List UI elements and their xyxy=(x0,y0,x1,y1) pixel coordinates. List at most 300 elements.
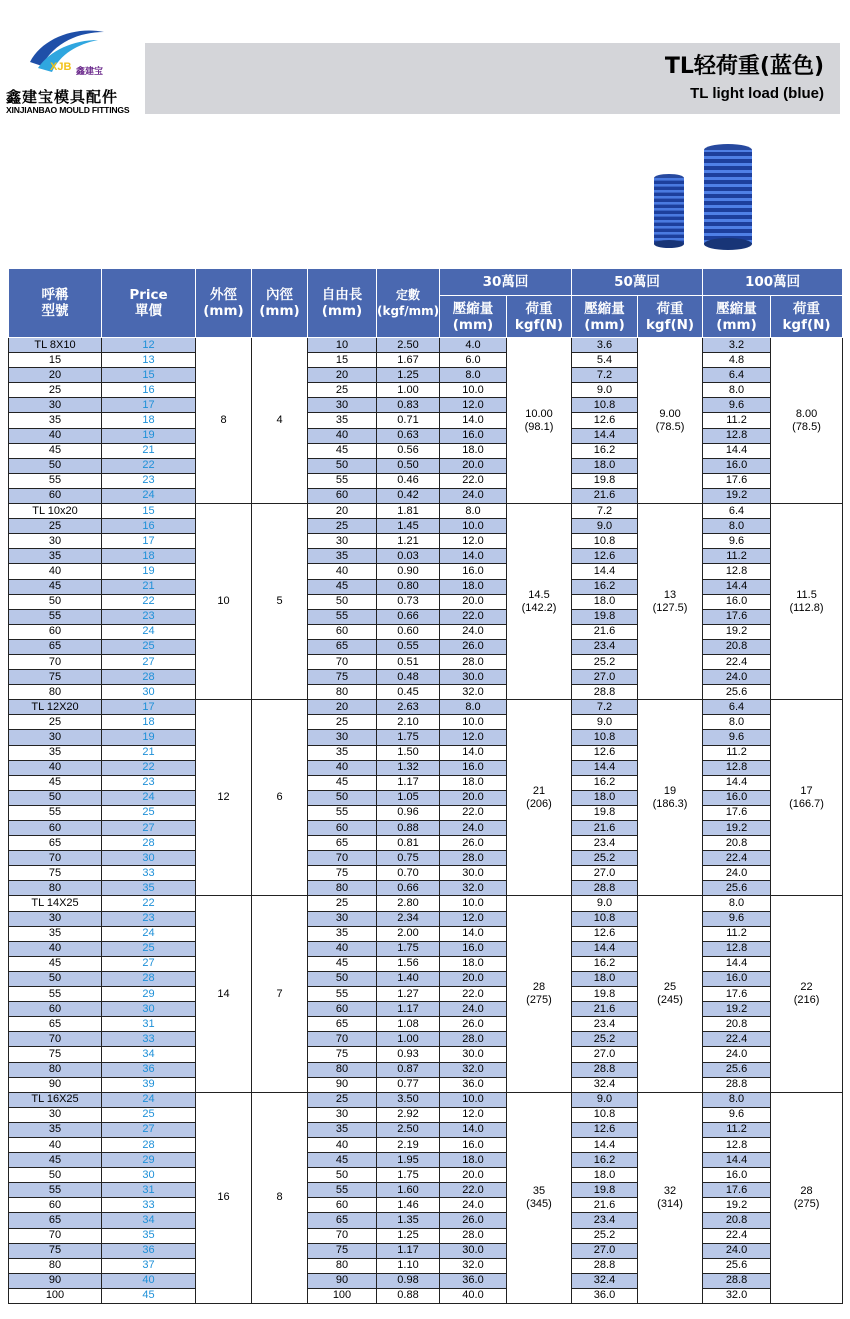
compression-30-cell: 32.0 xyxy=(440,685,507,700)
price-cell: 13 xyxy=(102,353,196,368)
free-length-cell: 50 xyxy=(308,458,377,473)
header-load-100: 荷重 kgf(N) xyxy=(771,296,843,338)
table-row xyxy=(9,790,843,805)
model-cell: 40 xyxy=(9,1137,102,1152)
compression-100-cell: 20.8 xyxy=(703,1213,771,1228)
compression-50-cell: 23.4 xyxy=(572,639,638,654)
table-row xyxy=(9,413,843,428)
table-row xyxy=(9,775,843,790)
table-row xyxy=(9,534,843,549)
compression-50-cell: 28.8 xyxy=(572,685,638,700)
free-length-cell: 45 xyxy=(308,579,377,594)
compression-30-cell: 22.0 xyxy=(440,1183,507,1198)
constant-cell: 1.17 xyxy=(377,1002,440,1017)
compression-50-cell: 23.4 xyxy=(572,836,638,851)
compression-100-cell: 22.4 xyxy=(703,851,771,866)
compression-30-cell: 18.0 xyxy=(440,443,507,458)
compression-30-cell: 10.0 xyxy=(440,383,507,398)
table-row xyxy=(9,504,843,519)
load-50-cell: 13 (127.5) xyxy=(638,504,703,700)
compression-50-cell: 9.0 xyxy=(572,1092,638,1107)
compression-100-cell: 19.2 xyxy=(703,624,771,639)
compression-100-cell: 11.2 xyxy=(703,1122,771,1137)
model-cell: 55 xyxy=(9,805,102,820)
free-length-cell: 100 xyxy=(308,1288,377,1303)
price-cell: 33 xyxy=(102,1032,196,1047)
free-length-cell: 55 xyxy=(308,609,377,624)
constant-cell: 2.50 xyxy=(377,1122,440,1137)
constant-cell: 0.48 xyxy=(377,670,440,685)
table-row xyxy=(9,398,843,413)
price-cell: 22 xyxy=(102,458,196,473)
constant-cell: 3.50 xyxy=(377,1092,440,1107)
compression-100-cell: 28.8 xyxy=(703,1077,771,1092)
compression-50-cell: 16.2 xyxy=(572,956,638,971)
compression-100-cell: 11.2 xyxy=(703,549,771,564)
free-length-cell: 90 xyxy=(308,1077,377,1092)
constant-cell: 2.10 xyxy=(377,715,440,730)
compression-30-cell: 30.0 xyxy=(440,866,507,881)
table-row xyxy=(9,639,843,654)
model-cell: 30 xyxy=(9,534,102,549)
constant-cell: 1.46 xyxy=(377,1198,440,1213)
compression-30-cell: 28.0 xyxy=(440,851,507,866)
table-header xyxy=(9,269,843,338)
compression-30-cell: 28.0 xyxy=(440,1228,507,1243)
inner-diameter-cell: 5 xyxy=(252,504,308,700)
model-cell: 60 xyxy=(9,821,102,836)
free-length-cell: 25 xyxy=(308,1092,377,1107)
compression-50-cell: 10.8 xyxy=(572,1107,638,1122)
brand-name-cn: 鑫建宝模具配件 xyxy=(6,88,119,106)
compression-30-cell: 26.0 xyxy=(440,1017,507,1032)
spring-spec-table xyxy=(8,268,843,1304)
table-row xyxy=(9,1258,843,1273)
compression-50-cell: 12.6 xyxy=(572,413,638,428)
constant-cell: 0.51 xyxy=(377,654,440,669)
compression-30-cell: 24.0 xyxy=(440,624,507,639)
model-cell: 60 xyxy=(9,488,102,503)
constant-cell: 0.81 xyxy=(377,836,440,851)
model-cell: 50 xyxy=(9,594,102,609)
header-outer-diameter: 外徑 (mm) xyxy=(196,269,252,338)
compression-30-cell: 20.0 xyxy=(440,790,507,805)
compression-100-cell: 8.0 xyxy=(703,715,771,730)
constant-cell: 0.87 xyxy=(377,1062,440,1077)
compression-100-cell: 16.0 xyxy=(703,594,771,609)
table-row xyxy=(9,805,843,820)
compression-100-cell: 9.6 xyxy=(703,1107,771,1122)
compression-30-cell: 36.0 xyxy=(440,1077,507,1092)
table-row xyxy=(9,564,843,579)
price-cell: 21 xyxy=(102,745,196,760)
price-cell: 34 xyxy=(102,1047,196,1062)
header-model: 呼稱 型號 xyxy=(9,269,102,338)
compression-30-cell: 32.0 xyxy=(440,881,507,896)
constant-cell: 1.05 xyxy=(377,790,440,805)
free-length-cell: 30 xyxy=(308,1107,377,1122)
compression-50-cell: 18.0 xyxy=(572,594,638,609)
free-length-cell: 40 xyxy=(308,428,377,443)
free-length-cell: 55 xyxy=(308,473,377,488)
model-cell: 65 xyxy=(9,1213,102,1228)
compression-30-cell: 28.0 xyxy=(440,1032,507,1047)
model-cell: 30 xyxy=(9,398,102,413)
table-row xyxy=(9,941,843,956)
compression-100-cell: 24.0 xyxy=(703,670,771,685)
price-cell: 17 xyxy=(102,700,196,715)
table-row xyxy=(9,670,843,685)
model-cell: 90 xyxy=(9,1273,102,1288)
header-constant: 定數 (kgf/mm) xyxy=(377,269,440,338)
constant-cell: 0.03 xyxy=(377,549,440,564)
price-cell: 18 xyxy=(102,413,196,428)
table-row xyxy=(9,443,843,458)
compression-30-cell: 20.0 xyxy=(440,971,507,986)
compression-30-cell: 18.0 xyxy=(440,579,507,594)
compression-30-cell: 16.0 xyxy=(440,564,507,579)
model-cell: 25 xyxy=(9,715,102,730)
compression-50-cell: 21.6 xyxy=(572,1002,638,1017)
header-life-100: 100萬回 xyxy=(703,269,843,296)
free-length-cell: 70 xyxy=(308,1228,377,1243)
compression-100-cell: 9.6 xyxy=(703,398,771,413)
model-cell: 50 xyxy=(9,1168,102,1183)
header-compression-30: 壓縮量 (mm) xyxy=(440,296,507,338)
table-row xyxy=(9,926,843,941)
constant-cell: 1.35 xyxy=(377,1213,440,1228)
compression-100-cell: 20.8 xyxy=(703,836,771,851)
constant-cell: 0.77 xyxy=(377,1077,440,1092)
model-cell: TL 16X25 xyxy=(9,1092,102,1107)
model-cell: 65 xyxy=(9,639,102,654)
constant-cell: 1.75 xyxy=(377,730,440,745)
constant-cell: 2.00 xyxy=(377,926,440,941)
free-length-cell: 45 xyxy=(308,956,377,971)
compression-100-cell: 20.8 xyxy=(703,1017,771,1032)
free-length-cell: 35 xyxy=(308,413,377,428)
price-cell: 37 xyxy=(102,1258,196,1273)
compression-100-cell: 17.6 xyxy=(703,473,771,488)
compression-50-cell: 21.6 xyxy=(572,1198,638,1213)
table-row xyxy=(9,338,843,353)
compression-50-cell: 10.8 xyxy=(572,398,638,413)
compression-30-cell: 18.0 xyxy=(440,775,507,790)
table-row xyxy=(9,836,843,851)
free-length-cell: 20 xyxy=(308,504,377,519)
compression-50-cell: 14.4 xyxy=(572,760,638,775)
model-cell: TL 12X20 xyxy=(9,700,102,715)
price-cell: 28 xyxy=(102,971,196,986)
compression-50-cell: 14.4 xyxy=(572,428,638,443)
page-title-cn: TL轻荷重(蓝色) xyxy=(664,54,824,79)
constant-cell: 0.75 xyxy=(377,851,440,866)
model-cell: 65 xyxy=(9,836,102,851)
load-50-cell: 25 (245) xyxy=(638,896,703,1092)
compression-30-cell: 12.0 xyxy=(440,911,507,926)
inner-diameter-cell: 6 xyxy=(252,700,308,896)
free-length-cell: 35 xyxy=(308,745,377,760)
outer-diameter-cell: 16 xyxy=(196,1092,252,1303)
model-cell: 15 xyxy=(9,353,102,368)
table-row xyxy=(9,1002,843,1017)
compression-100-cell: 25.6 xyxy=(703,881,771,896)
compression-100-cell: 12.8 xyxy=(703,428,771,443)
free-length-cell: 40 xyxy=(308,564,377,579)
constant-cell: 1.56 xyxy=(377,956,440,971)
compression-30-cell: 8.0 xyxy=(440,700,507,715)
price-cell: 15 xyxy=(102,368,196,383)
model-cell: 45 xyxy=(9,1153,102,1168)
free-length-cell: 80 xyxy=(308,881,377,896)
model-cell: 40 xyxy=(9,428,102,443)
price-cell: 28 xyxy=(102,670,196,685)
compression-30-cell: 26.0 xyxy=(440,1213,507,1228)
model-cell: 65 xyxy=(9,1017,102,1032)
compression-100-cell: 20.8 xyxy=(703,639,771,654)
compression-30-cell: 12.0 xyxy=(440,534,507,549)
compression-30-cell: 24.0 xyxy=(440,1198,507,1213)
constant-cell: 1.75 xyxy=(377,1168,440,1183)
table-row xyxy=(9,1153,843,1168)
free-length-cell: 30 xyxy=(308,398,377,413)
price-cell: 27 xyxy=(102,956,196,971)
price-cell: 21 xyxy=(102,579,196,594)
constant-cell: 1.25 xyxy=(377,1228,440,1243)
table-row xyxy=(9,624,843,639)
compression-50-cell: 9.0 xyxy=(572,519,638,534)
compression-50-cell: 28.8 xyxy=(572,1258,638,1273)
compression-100-cell: 17.6 xyxy=(703,609,771,624)
compression-100-cell: 6.4 xyxy=(703,504,771,519)
compression-30-cell: 10.0 xyxy=(440,1092,507,1107)
price-cell: 16 xyxy=(102,519,196,534)
compression-50-cell: 18.0 xyxy=(572,971,638,986)
free-length-cell: 80 xyxy=(308,1062,377,1077)
price-cell: 24 xyxy=(102,926,196,941)
header-price: Price 單價 xyxy=(102,269,196,338)
compression-30-cell: 18.0 xyxy=(440,956,507,971)
model-cell: 30 xyxy=(9,1107,102,1122)
compression-100-cell: 25.6 xyxy=(703,1062,771,1077)
compression-100-cell: 8.0 xyxy=(703,383,771,398)
table-row xyxy=(9,1122,843,1137)
free-length-cell: 45 xyxy=(308,1153,377,1168)
price-cell: 27 xyxy=(102,1122,196,1137)
model-cell: 75 xyxy=(9,1047,102,1062)
price-cell: 30 xyxy=(102,1168,196,1183)
price-cell: 27 xyxy=(102,821,196,836)
compression-100-cell: 14.4 xyxy=(703,443,771,458)
price-cell: 30 xyxy=(102,851,196,866)
model-cell: 35 xyxy=(9,413,102,428)
table-row xyxy=(9,1062,843,1077)
constant-cell: 1.32 xyxy=(377,760,440,775)
constant-cell: 0.63 xyxy=(377,428,440,443)
load-30-cell: 21 (206) xyxy=(507,700,572,896)
table-row xyxy=(9,956,843,971)
price-cell: 33 xyxy=(102,1198,196,1213)
header-compression-100: 壓縮量 (mm) xyxy=(703,296,771,338)
compression-50-cell: 14.4 xyxy=(572,941,638,956)
table-row xyxy=(9,760,843,775)
compression-50-cell: 18.0 xyxy=(572,458,638,473)
model-cell: 35 xyxy=(9,549,102,564)
table-row xyxy=(9,549,843,564)
compression-100-cell: 17.6 xyxy=(703,805,771,820)
model-cell: 35 xyxy=(9,1122,102,1137)
table-row xyxy=(9,1107,843,1122)
compression-50-cell: 19.8 xyxy=(572,609,638,624)
table-row xyxy=(9,654,843,669)
compression-30-cell: 20.0 xyxy=(440,1168,507,1183)
model-cell: 55 xyxy=(9,609,102,624)
compression-100-cell: 12.8 xyxy=(703,564,771,579)
load-30-cell: 35 (345) xyxy=(507,1092,572,1303)
svg-text:XJB: XJB xyxy=(50,61,72,73)
compression-50-cell: 23.4 xyxy=(572,1017,638,1032)
compression-30-cell: 40.0 xyxy=(440,1288,507,1303)
price-cell: 22 xyxy=(102,594,196,609)
header-life-30: 30萬回 xyxy=(440,269,572,296)
constant-cell: 0.42 xyxy=(377,488,440,503)
price-cell: 24 xyxy=(102,790,196,805)
compression-100-cell: 9.6 xyxy=(703,730,771,745)
price-cell: 25 xyxy=(102,941,196,956)
outer-diameter-cell: 8 xyxy=(196,338,252,504)
compression-30-cell: 16.0 xyxy=(440,1137,507,1152)
price-cell: 30 xyxy=(102,685,196,700)
compression-50-cell: 21.6 xyxy=(572,821,638,836)
compression-30-cell: 24.0 xyxy=(440,488,507,503)
compression-30-cell: 24.0 xyxy=(440,821,507,836)
table-row xyxy=(9,1017,843,1032)
constant-cell: 0.73 xyxy=(377,594,440,609)
table-body xyxy=(9,338,843,1304)
free-length-cell: 35 xyxy=(308,549,377,564)
model-cell: 75 xyxy=(9,670,102,685)
compression-50-cell: 16.2 xyxy=(572,579,638,594)
compression-50-cell: 19.8 xyxy=(572,805,638,820)
price-cell: 36 xyxy=(102,1062,196,1077)
price-cell: 17 xyxy=(102,398,196,413)
compression-100-cell: 12.8 xyxy=(703,1137,771,1152)
free-length-cell: 50 xyxy=(308,971,377,986)
compression-30-cell: 8.0 xyxy=(440,504,507,519)
compression-30-cell: 14.0 xyxy=(440,413,507,428)
free-length-cell: 70 xyxy=(308,654,377,669)
compression-30-cell: 12.0 xyxy=(440,398,507,413)
compression-50-cell: 5.4 xyxy=(572,353,638,368)
brand-name-en: XINJIANBAO MOULD FITTINGS xyxy=(6,105,130,115)
constant-cell: 0.83 xyxy=(377,398,440,413)
free-length-cell: 40 xyxy=(308,1137,377,1152)
free-length-cell: 80 xyxy=(308,1258,377,1273)
compression-100-cell: 8.0 xyxy=(703,1092,771,1107)
compression-100-cell: 14.4 xyxy=(703,956,771,971)
model-cell: 40 xyxy=(9,941,102,956)
table-row xyxy=(9,971,843,986)
table-row xyxy=(9,353,843,368)
compression-100-cell: 9.6 xyxy=(703,911,771,926)
constant-cell: 2.92 xyxy=(377,1107,440,1122)
compression-100-cell: 12.8 xyxy=(703,941,771,956)
compression-100-cell: 22.4 xyxy=(703,654,771,669)
constant-cell: 2.34 xyxy=(377,911,440,926)
header-load-50: 荷重 kgf(N) xyxy=(638,296,703,338)
free-length-cell: 55 xyxy=(308,1183,377,1198)
compression-30-cell: 22.0 xyxy=(440,987,507,1002)
compression-50-cell: 14.4 xyxy=(572,564,638,579)
table-row xyxy=(9,1137,843,1152)
compression-100-cell: 8.0 xyxy=(703,896,771,911)
compression-30-cell: 12.0 xyxy=(440,1107,507,1122)
constant-cell: 0.55 xyxy=(377,639,440,654)
compression-100-cell: 17.6 xyxy=(703,1183,771,1198)
compression-100-cell: 22.4 xyxy=(703,1032,771,1047)
price-cell: 39 xyxy=(102,1077,196,1092)
compression-100-cell: 14.4 xyxy=(703,1153,771,1168)
constant-cell: 0.80 xyxy=(377,579,440,594)
price-cell: 27 xyxy=(102,654,196,669)
compression-50-cell: 7.2 xyxy=(572,504,638,519)
model-cell: 25 xyxy=(9,383,102,398)
compression-50-cell: 27.0 xyxy=(572,1243,638,1258)
model-cell: 75 xyxy=(9,866,102,881)
compression-50-cell: 25.2 xyxy=(572,654,638,669)
model-cell: 80 xyxy=(9,881,102,896)
compression-30-cell: 20.0 xyxy=(440,458,507,473)
price-cell: 22 xyxy=(102,760,196,775)
compression-30-cell: 14.0 xyxy=(440,549,507,564)
compression-30-cell: 16.0 xyxy=(440,941,507,956)
model-cell: 45 xyxy=(9,956,102,971)
constant-cell: 1.60 xyxy=(377,1183,440,1198)
compression-30-cell: 14.0 xyxy=(440,926,507,941)
free-length-cell: 20 xyxy=(308,700,377,715)
page-title-en: TL light load (blue) xyxy=(690,85,824,102)
table-row xyxy=(9,685,843,700)
table-row xyxy=(9,428,843,443)
price-cell: 31 xyxy=(102,1183,196,1198)
constant-cell: 1.17 xyxy=(377,1243,440,1258)
price-cell: 19 xyxy=(102,564,196,579)
table-row xyxy=(9,519,843,534)
price-cell: 23 xyxy=(102,911,196,926)
model-cell: 40 xyxy=(9,760,102,775)
compression-100-cell: 24.0 xyxy=(703,866,771,881)
constant-cell: 1.40 xyxy=(377,971,440,986)
compression-50-cell: 7.2 xyxy=(572,368,638,383)
load-50-cell: 32 (314) xyxy=(638,1092,703,1303)
price-cell: 25 xyxy=(102,805,196,820)
compression-50-cell: 25.2 xyxy=(572,1032,638,1047)
table-row xyxy=(9,730,843,745)
compression-30-cell: 22.0 xyxy=(440,609,507,624)
constant-cell: 0.60 xyxy=(377,624,440,639)
constant-cell: 0.45 xyxy=(377,685,440,700)
constant-cell: 2.63 xyxy=(377,700,440,715)
table-row xyxy=(9,1288,843,1303)
price-cell: 30 xyxy=(102,1002,196,1017)
compression-100-cell: 14.4 xyxy=(703,579,771,594)
constant-cell: 1.00 xyxy=(377,1032,440,1047)
compression-100-cell: 14.4 xyxy=(703,775,771,790)
model-cell: 70 xyxy=(9,1228,102,1243)
compression-30-cell: 30.0 xyxy=(440,1047,507,1062)
free-length-cell: 25 xyxy=(308,383,377,398)
table-row xyxy=(9,383,843,398)
